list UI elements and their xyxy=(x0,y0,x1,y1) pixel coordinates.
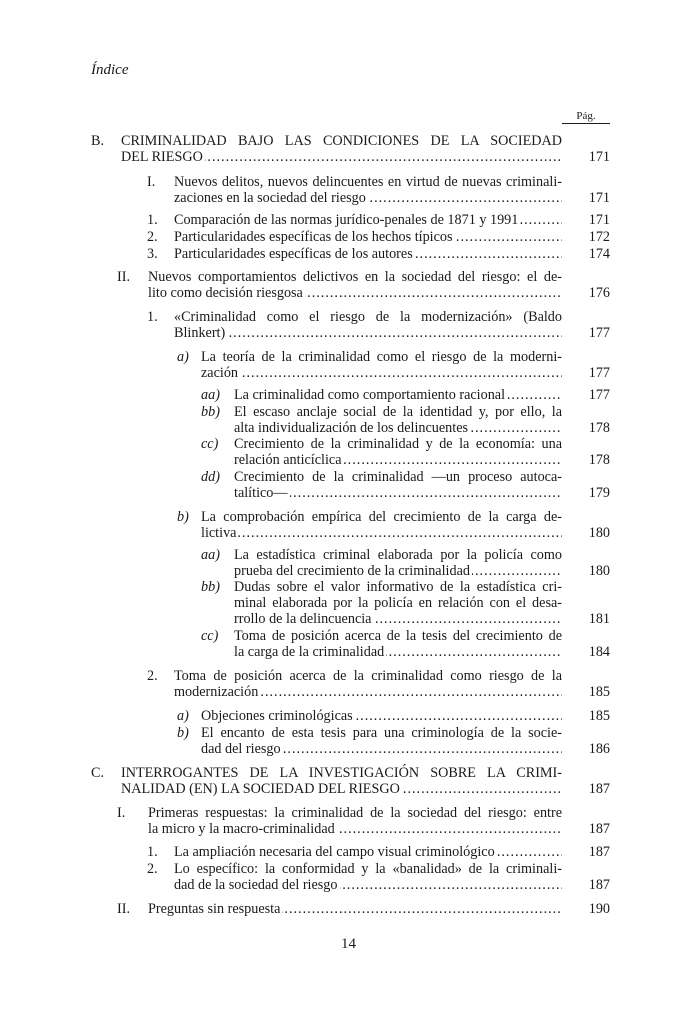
toc-entry-label: 3. xyxy=(147,246,158,262)
toc-entry-page: 187 xyxy=(588,877,610,893)
toc-entry-title-end: dad del riesgo xyxy=(201,742,281,757)
toc-entry-label: I. xyxy=(117,805,126,821)
toc-entry xyxy=(0,437,697,469)
toc-entry-title-end: DEL RIESGO xyxy=(121,150,203,165)
toc-entry-page: 171 xyxy=(588,149,610,165)
toc-entry-title-line: Crecimiento de la criminalidad —un proceso autoca- xyxy=(234,469,562,485)
toc-entry xyxy=(0,629,697,661)
toc-entry-title-line: CRIMINALIDAD BAJO LAS CONDICIONES DE LA SOCIEDAD xyxy=(121,133,562,149)
toc-entry-page: 186 xyxy=(588,741,610,757)
toc-entry-leader-line xyxy=(148,902,562,917)
toc-entry-title-end: prueba del crecimiento de la criminalidad xyxy=(234,564,470,579)
toc-entry-title-end: alta individualización de los delincuentes xyxy=(234,421,469,436)
toc-entry-page: 187 xyxy=(588,821,610,837)
toc-entry-label: 1. xyxy=(147,212,158,228)
toc-entry-label: b) xyxy=(177,725,189,741)
toc-entry-page: 181 xyxy=(588,611,610,627)
toc-entry xyxy=(0,580,697,628)
toc-entry-title-end: lito como decisión riesgosa xyxy=(148,286,303,301)
toc-entry-leader-line xyxy=(201,526,562,541)
toc-entry-label: dd) xyxy=(201,469,220,485)
toc-entry xyxy=(0,405,697,437)
toc-entry-leader-line xyxy=(234,388,562,403)
toc-entry-title-end: Preguntas sin respuesta xyxy=(148,902,281,917)
toc-entry-title-end: dad de la sociedad del riesgo xyxy=(174,878,338,893)
toc-entry-title-end: Particularidades específicas de los autores xyxy=(174,247,413,262)
toc-entry-page: 180 xyxy=(588,563,610,579)
toc-entry-title-line: Primeras respuestas: la criminalidad de la sociedad del riesgo: entre xyxy=(148,805,562,821)
toc-entry-title-line: Toma de posición acerca de la criminalidad como riesgo de la xyxy=(174,668,562,684)
toc-entry xyxy=(0,548,697,580)
toc-entry-page: 178 xyxy=(588,420,610,436)
toc-entry-page: 190 xyxy=(588,901,610,917)
toc-entry-label: bb) xyxy=(201,404,220,420)
toc-entry-leader-line xyxy=(234,421,562,436)
toc-entry-page: 171 xyxy=(588,190,610,206)
toc-entry-label: b) xyxy=(177,509,189,525)
toc-entry-leader-line xyxy=(234,612,562,627)
toc-entry-title-end: Blinkert) xyxy=(174,326,226,341)
toc-entry-title-end: Comparación de las normas jurídico-penales de 1871 y 1991 xyxy=(174,213,519,228)
toc-entry xyxy=(0,862,697,894)
toc-entry-title-line: minal elaborada por la policía en relación con el desa- xyxy=(234,595,562,611)
page-column-heading: Pág. xyxy=(562,110,610,124)
toc-entry-page: 185 xyxy=(588,684,610,700)
toc-entry-label: II. xyxy=(117,901,130,917)
toc-entry-leader-line xyxy=(174,326,562,341)
toc-entry xyxy=(0,175,697,207)
toc-entry-leader-line xyxy=(201,709,562,724)
toc-entry-label: 1. xyxy=(147,844,158,860)
toc-entry-leader-line xyxy=(234,453,562,468)
toc-entry-title-line: Crecimiento de la criminalidad y de la economía: una xyxy=(234,436,562,452)
toc-entry-title-line: La estadística criminal elaborada por la policía como xyxy=(234,547,562,563)
toc-entry-title-end: La criminalidad como comportamiento racional xyxy=(234,388,506,403)
toc-entry-leader-line xyxy=(148,822,562,837)
toc-entry-title-line: El encanto de esta tesis para una criminología de la socie- xyxy=(201,725,562,741)
toc-entry xyxy=(0,270,697,302)
toc-entry-leader-line xyxy=(174,845,562,860)
toc-entry-label: I. xyxy=(147,174,156,190)
toc-entry-leader-line xyxy=(234,486,562,501)
toc-entry xyxy=(0,845,697,861)
toc-entry-page: 176 xyxy=(588,285,610,301)
toc-entry xyxy=(0,213,697,229)
toc-entry xyxy=(0,709,697,725)
toc-entry-title-end: lictiva xyxy=(201,526,237,541)
toc-entry xyxy=(0,510,697,542)
toc-entry xyxy=(0,669,697,701)
toc-entry xyxy=(0,247,697,263)
toc-entry-leader-line xyxy=(201,366,562,381)
toc-entry-page: 177 xyxy=(588,365,610,381)
toc-entry xyxy=(0,388,697,404)
toc-entry-label: a) xyxy=(177,349,189,365)
toc-entry xyxy=(0,470,697,502)
toc-entry-leader-line xyxy=(234,564,562,579)
toc-entry xyxy=(0,806,697,838)
toc-entry-page: 174 xyxy=(588,246,610,262)
toc-entry-leader-line xyxy=(174,191,562,206)
toc-entry-title-end: talítico— xyxy=(234,486,288,501)
toc-entry xyxy=(0,902,697,918)
toc-entry-title-line: Nuevos delitos, nuevos delincuentes en virtud de nuevas criminali- xyxy=(174,174,562,190)
toc-entry-page: 179 xyxy=(588,485,610,501)
running-head: Índice xyxy=(91,62,129,78)
toc-entry-page: 177 xyxy=(588,325,610,341)
toc-entry-page: 178 xyxy=(588,452,610,468)
toc-entry-leader-line xyxy=(201,742,562,757)
toc-entry-label: a) xyxy=(177,708,189,724)
toc-entry-page: 180 xyxy=(588,525,610,541)
toc-entry-page: 185 xyxy=(588,708,610,724)
toc-entry xyxy=(0,766,697,798)
page-number: 14 xyxy=(341,936,356,952)
toc-entry-title-end: modernización xyxy=(174,685,259,700)
toc-entry-title-end: Objeciones criminológicas xyxy=(201,709,353,724)
toc-entry-label: II. xyxy=(117,269,130,285)
toc-entry-leader-line xyxy=(121,150,562,165)
toc-entry-page: 187 xyxy=(588,844,610,860)
toc-entry-page: 171 xyxy=(588,212,610,228)
toc-entry-title-line: El escaso anclaje social de la identidad y, por ello, la xyxy=(234,404,562,420)
toc-entry-label: cc) xyxy=(201,628,219,644)
toc-entry-title-end: zación xyxy=(201,366,239,381)
toc-entry-title-end: zaciones en la sociedad del riesgo xyxy=(174,191,366,206)
toc-entry-title-line: Lo específico: la conformidad y la «banalidad» de la criminali- xyxy=(174,861,562,877)
toc-entry-label: 2. xyxy=(147,229,158,245)
toc-entry-page: 184 xyxy=(588,644,610,660)
toc-entry-title-line: INTERROGANTES DE LA INVESTIGACIÓN SOBRE LA CRIMI- xyxy=(121,765,562,781)
toc-entry-page: 172 xyxy=(588,229,610,245)
toc-entry-title-end: la micro y la macro-criminalidad xyxy=(148,822,335,837)
toc-entry-leader-line xyxy=(148,286,562,301)
toc-entry xyxy=(0,134,697,166)
toc-entry-title-end: la carga de la criminalidad xyxy=(234,645,385,660)
toc-entry-leader-line xyxy=(121,782,562,797)
toc-entry-title-line: Toma de posición acerca de la tesis del crecimiento de xyxy=(234,628,562,644)
toc-entry-leader-line xyxy=(174,213,562,228)
toc-entry-leader-line xyxy=(174,685,562,700)
toc-entry-leader-line xyxy=(234,645,562,660)
toc-entry-title-line: «Criminalidad como el riesgo de la modernización» (Baldo xyxy=(174,309,562,325)
toc-entry-page: 187 xyxy=(588,781,610,797)
toc-entry xyxy=(0,310,697,342)
toc-entry-leader-line xyxy=(174,230,562,245)
toc-entry-title-end: rrollo de la delincuencia xyxy=(234,612,372,627)
toc-entry-label: 1. xyxy=(147,309,158,325)
toc-entry xyxy=(0,350,697,382)
toc-entry xyxy=(0,230,697,246)
toc-entry-title-line: La teoría de la criminalidad como el riesgo de la moderni- xyxy=(201,349,562,365)
toc-entry-label: cc) xyxy=(201,436,219,452)
toc-entry-leader-line xyxy=(174,878,562,893)
toc-entry-page: 177 xyxy=(588,387,610,403)
toc-entry-title-end: NALIDAD (EN) LA SOCIEDAD DEL RIESGO xyxy=(121,782,400,797)
toc-entry-label: B. xyxy=(91,133,105,149)
toc-entry-label: 2. xyxy=(147,861,158,877)
toc-entry-title-line: Dudas sobre el valor informativo de la estadística cri- xyxy=(234,579,562,595)
toc-entry-title-line: La comprobación empírica del crecimiento de la carga de- xyxy=(201,509,562,525)
toc-entry-label: C. xyxy=(91,765,105,781)
toc-entry-label: aa) xyxy=(201,547,220,563)
toc-entry-title-end: La ampliación necesaria del campo visual criminológico xyxy=(174,845,495,860)
toc-entry-title-end: relación anticíclica xyxy=(234,453,342,468)
toc-entry-title-end: Particularidades específicas de los hechos típicos xyxy=(174,230,453,245)
toc-entry-title-line: Nuevos comportamientos delictivos en la sociedad del riesgo: el de- xyxy=(148,269,562,285)
toc-entry-label: bb) xyxy=(201,579,220,595)
toc-entry-leader-line xyxy=(174,247,562,262)
toc-entry-label: aa) xyxy=(201,387,220,403)
toc-entry-label: 2. xyxy=(147,668,158,684)
toc-entry xyxy=(0,726,697,758)
